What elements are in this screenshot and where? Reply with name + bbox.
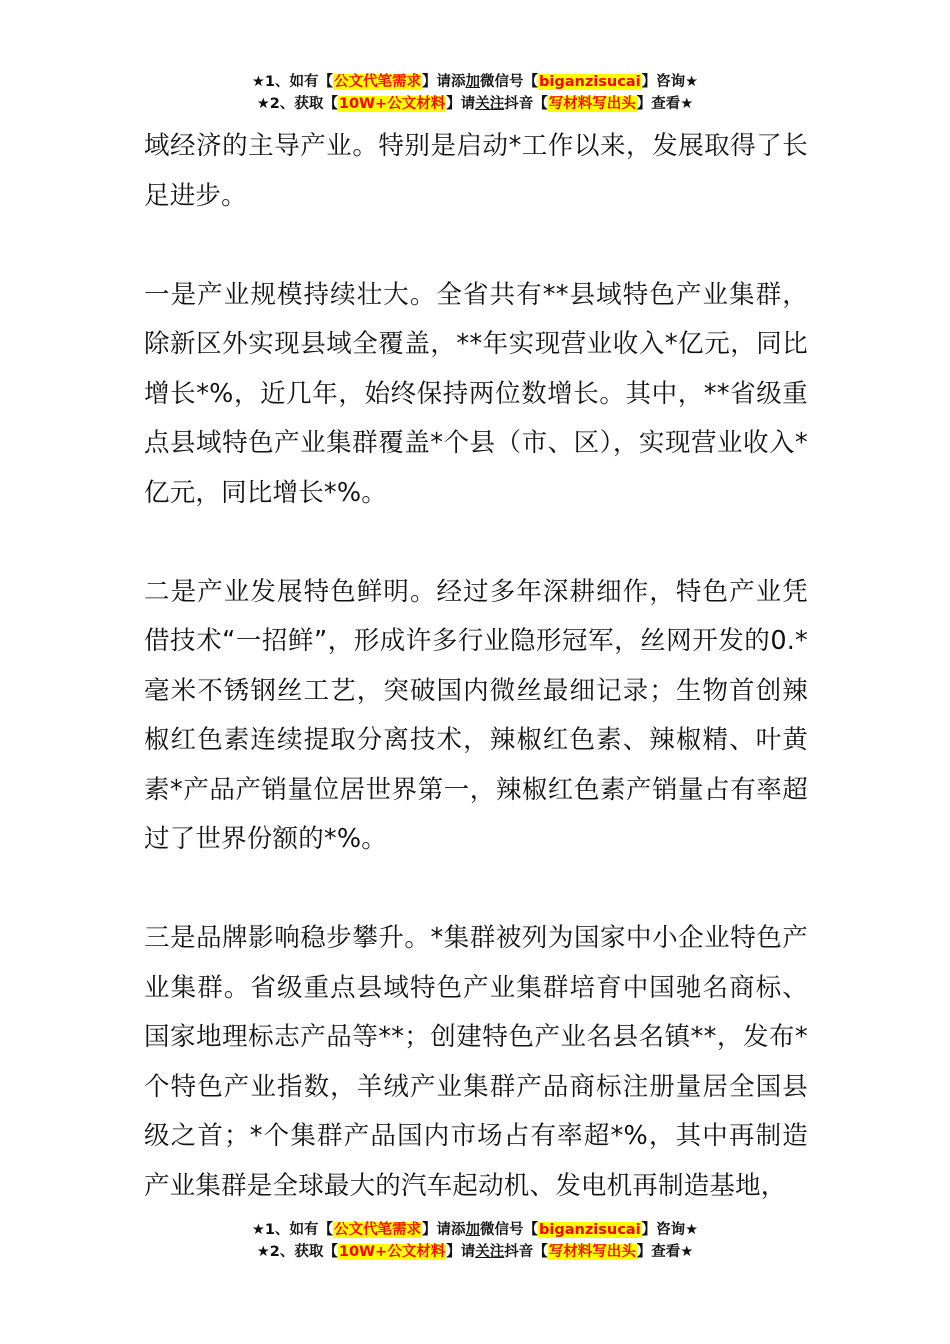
highlight-service: 公文代笔需求 [334,1222,422,1238]
banner-emphasis: 加 [465,74,481,90]
paragraph-features: 二是产业发展特色鲜明。经过多年深耕细作，特色产业凭借技术“一招鲜”，形成许多行业隐形冠军，丝网开发的0.*毫米不锈钢丝工艺，突破国内微丝最细记录；生物首创辣椒红色素连续提取分离技术，辣椒红色素、辣椒精、叶黄素*产品产销量位居世界第一，辣椒红色素产销量占有率超过了世界份额的*%。 [144,576,808,854]
banner-text: 微信号【 [480,1222,539,1238]
banner-text: 】查看★ [636,96,694,112]
footer-banner [0,1219,950,1263]
banner-text: 】咨询★ [641,1222,699,1238]
highlight-wechat-id: biganzisucai [539,74,641,90]
highlight-materials: 10W+公文材料 [338,1244,446,1260]
banner-emphasis: 加 [465,1222,481,1238]
paragraph-scale: 一是产业规模持续壮大。全省共有**县域特色产业集群，除新区外实现县域全覆盖，**年实现营业收入*亿元，同比增长*%，近几年，始终保持两位数增长。其中，**省级重点县域特色产业集群覆盖*个县（市、区），实现营业收入*亿元，同比增长*%。 [144,279,808,508]
banner-text: ★2、获取【 [256,1244,338,1260]
banner-text: 微信号【 [480,74,539,90]
header-banner [0,71,950,115]
highlight-douyin-account: 写材料写出头 [548,1244,636,1260]
highlight-service: 公文代笔需求 [334,74,422,90]
banner-text: 抖音【 [504,1244,548,1260]
banner-text: 】请添 [422,1222,466,1238]
banner-text: 】咨询★ [641,74,699,90]
banner-text: ★2、获取【 [256,96,338,112]
banner-text: 】请添 [422,74,466,90]
document-body [144,122,808,1211]
paragraph-intro: 域经济的主导产业。特别是启动*工作以来，发展取得了长足进步。 [144,131,808,211]
highlight-douyin-account: 写材料写出头 [548,96,636,112]
banner-text: 】查看★ [636,1244,694,1260]
banner-line-2 [0,1241,950,1263]
banner-line-2 [0,93,950,115]
banner-text: 抖音【 [504,96,548,112]
banner-emphasis: 关注 [475,1244,505,1260]
banner-text: ★1、如有【 [251,74,334,90]
highlight-materials: 10W+公文材料 [338,96,446,112]
paragraph-brand: 三是品牌影响稳步攀升。*集群被列为国家中小企业特色产业集群。省级重点县域特色产业集群培育中国驰名商标、国家地理标志产品等**；创建特色产业名县名镇**，发布*个特色产业指数，羊绒产业集群产品商标注册量居全国县级之首；*个集群产品国内市场占有率超*%，其中再制造产业集群是全球最大的汽车起动机、发电机再制造基地， [144,923,808,1201]
highlight-wechat-id: biganzisucai [539,1222,641,1238]
banner-line-1 [0,1219,950,1241]
banner-text: 】请 [446,96,476,112]
banner-text: ★1、如有【 [251,1222,334,1238]
banner-line-1 [0,71,950,93]
banner-emphasis: 关注 [475,96,505,112]
banner-text: 】请 [446,1244,476,1260]
